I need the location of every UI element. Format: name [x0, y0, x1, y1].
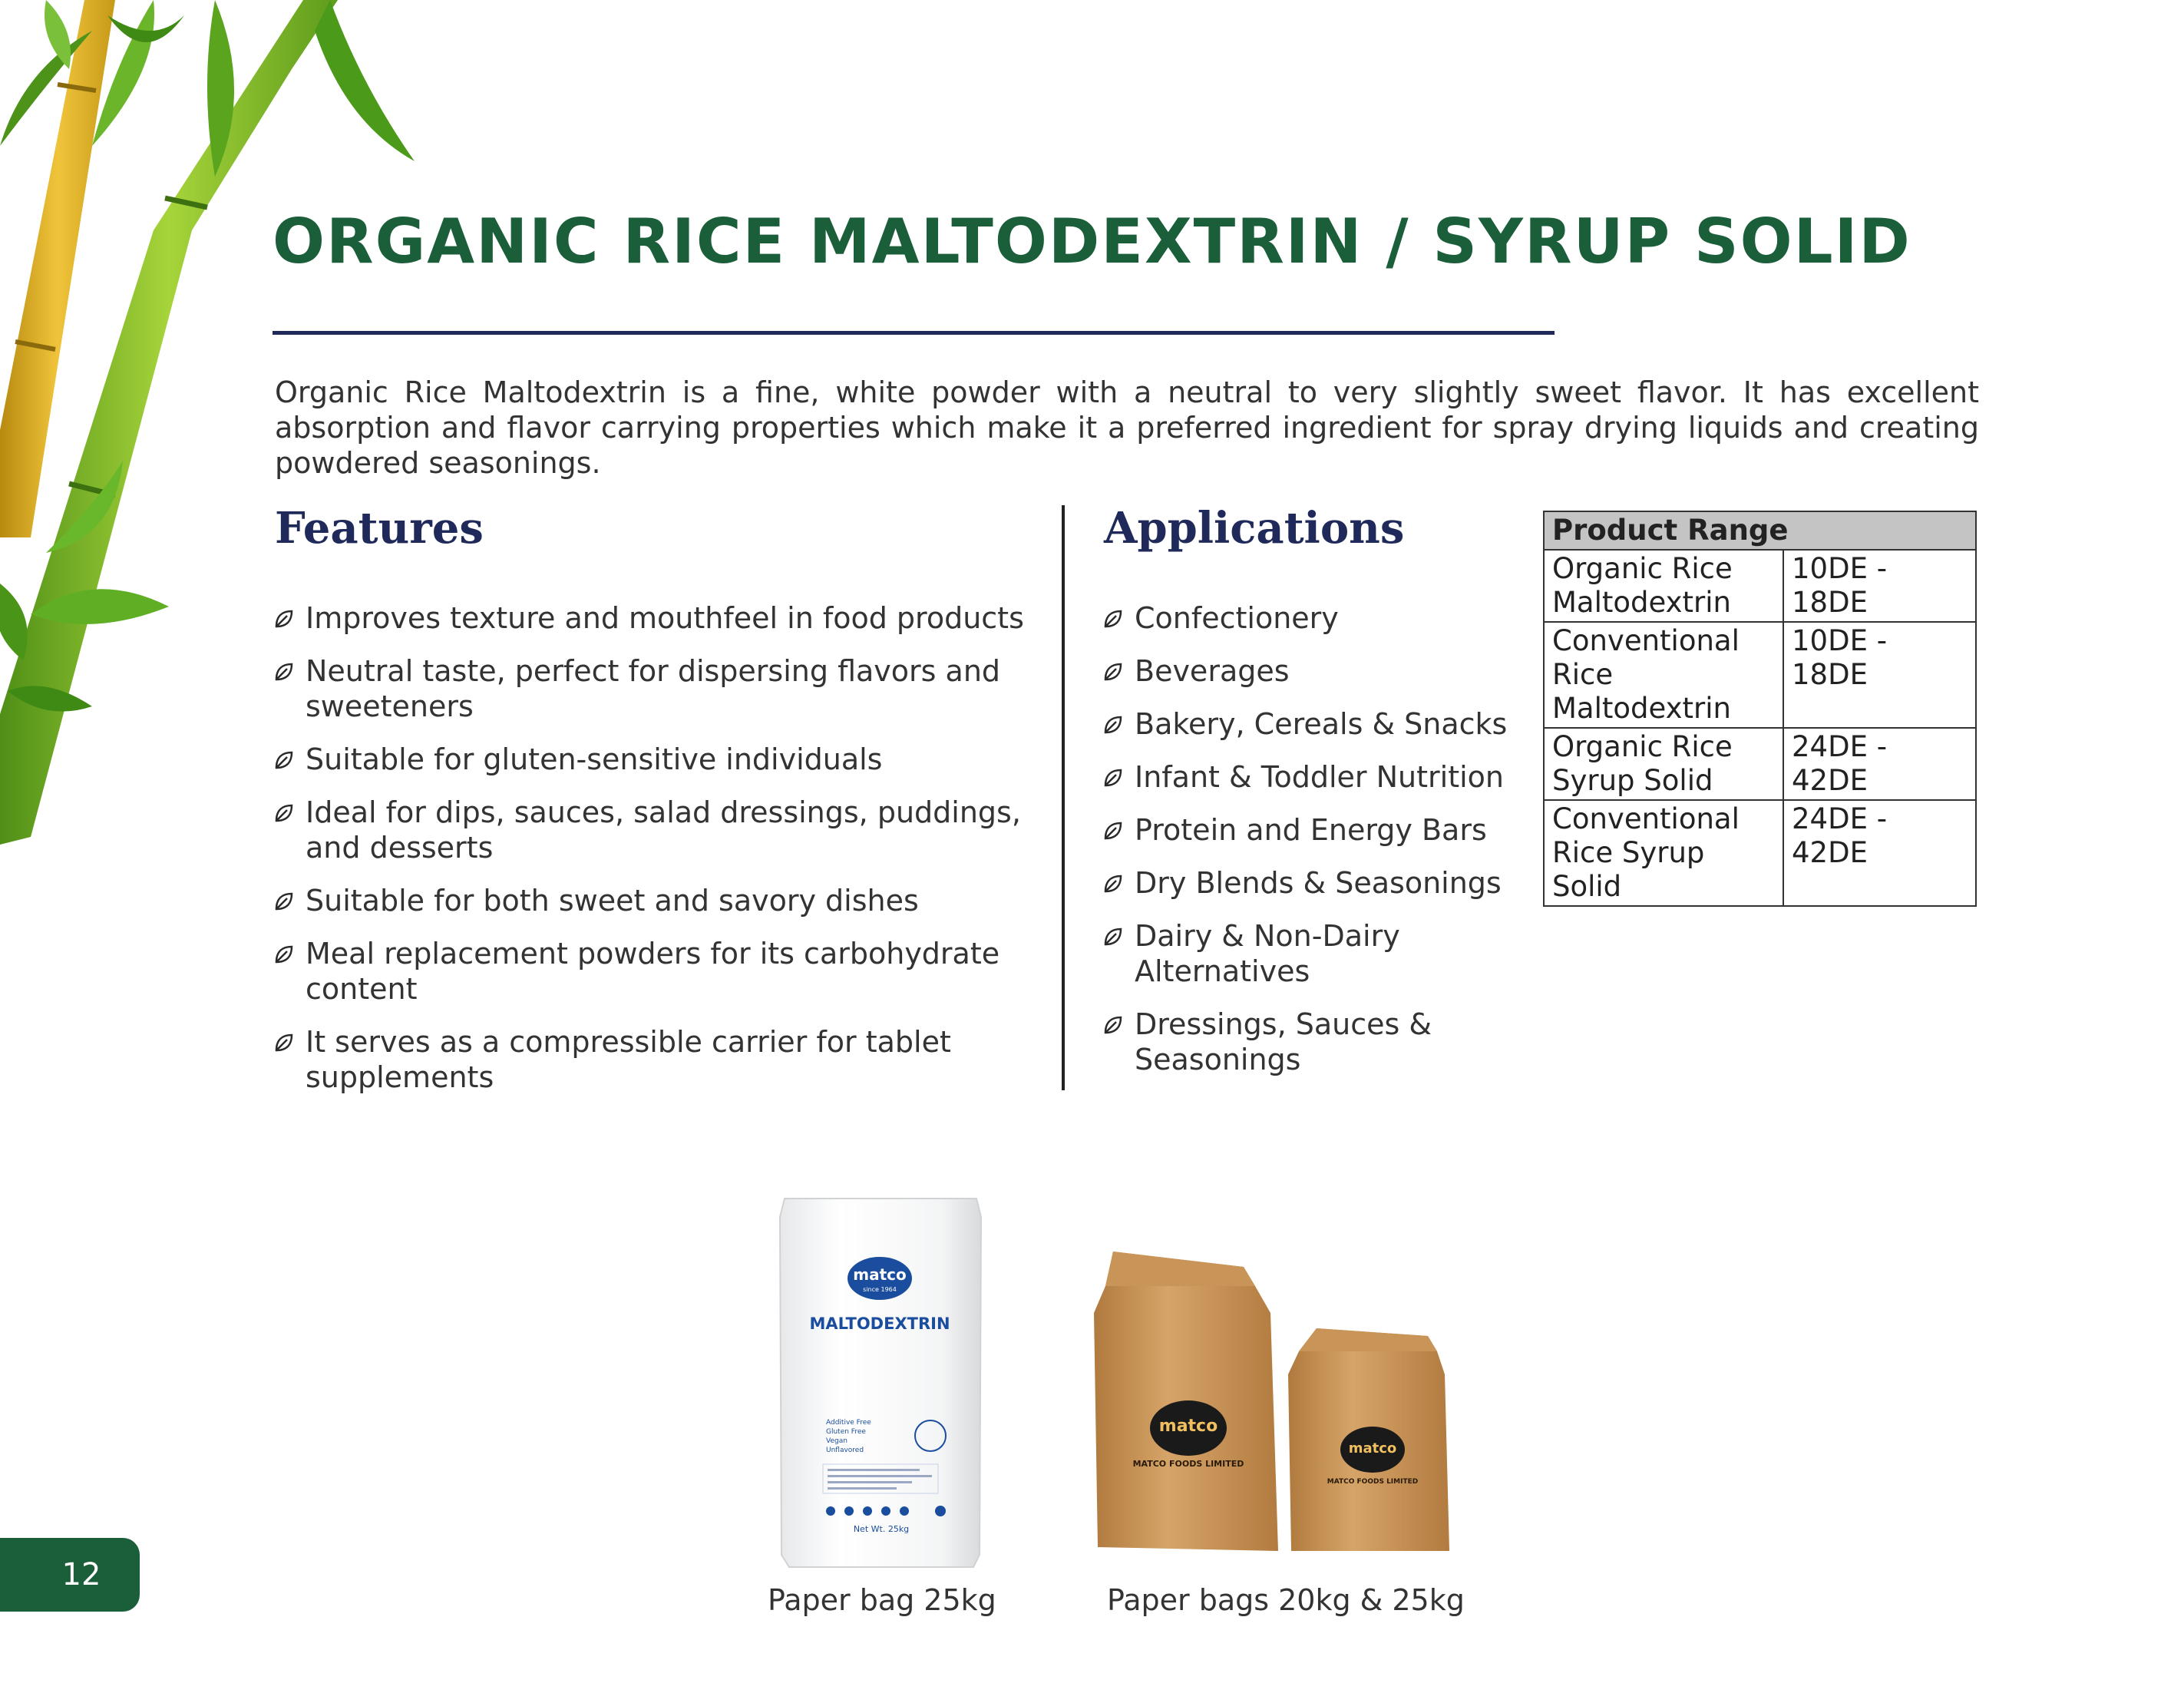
- list-item-text: Suitable for gluten-sensitive individuals: [306, 742, 883, 776]
- company-label: MATCO FOODS LIMITED: [1132, 1459, 1244, 1469]
- product-range-header: Product Range: [1544, 511, 1976, 550]
- claim-label: Additive Free: [826, 1419, 871, 1427]
- list-item-text: Dressings, Sauces & Seasonings: [1135, 1007, 1432, 1076]
- list-item: [273, 883, 1033, 918]
- list-item-text: Infant & Toddler Nutrition: [1135, 760, 1504, 794]
- brand-label: matco: [853, 1265, 907, 1284]
- list-item-text: It serves as a compressible carrier for tablet supplements: [306, 1025, 951, 1094]
- brand-label: matco: [1158, 1417, 1218, 1436]
- table-row: [1544, 728, 1976, 800]
- product-range-table: [1543, 511, 1977, 907]
- list-item: [1102, 759, 1532, 795]
- list-item: [1102, 918, 1532, 989]
- product-name-label: MALTODEXTRIN: [809, 1314, 950, 1333]
- brand-sub-label: since 1964: [863, 1286, 897, 1293]
- list-item: [1102, 653, 1532, 689]
- title-underline: [273, 331, 1555, 335]
- list-item: [273, 936, 1033, 1007]
- list-item: [1102, 812, 1532, 848]
- features-heading: Features: [275, 503, 484, 554]
- list-item: [273, 795, 1033, 865]
- product-name-cell: Conventional Rice Maltodextrin: [1544, 622, 1783, 728]
- claim-label: Gluten Free: [826, 1428, 866, 1436]
- applications-list: [1102, 600, 1532, 1095]
- de-range-cell: 24DE - 42DE: [1783, 728, 1976, 800]
- features-list: [273, 600, 1033, 1113]
- paper-bags-caption: Paper bags 20kg & 25kg: [1107, 1583, 1465, 1617]
- applications-heading: Applications: [1104, 503, 1405, 554]
- list-item: [1102, 1007, 1532, 1077]
- brand-label: matco: [1348, 1440, 1397, 1457]
- list-item-text: Confectionery: [1135, 601, 1339, 635]
- claim-label: Unflavored: [826, 1447, 864, 1454]
- list-item-text: Dairy & Non-Dairy Alternatives: [1135, 919, 1400, 988]
- column-divider: [1062, 505, 1065, 1090]
- intro-paragraph: Organic Rice Maltodextrin is a fine, white powder with a neutral to very slightly sweet flavor. It has excellent absorption and flavor carrying properties which make it a preferred ingredient for spray drying liquids and creating powdered seasonings.: [275, 375, 1979, 480]
- de-range-cell: 10DE - 18DE: [1783, 622, 1976, 728]
- list-item-text: Suitable for both sweet and savory dishes: [306, 884, 919, 918]
- page-title: ORGANIC RICE MALTODEXTRIN / SYRUP SOLID: [273, 206, 1911, 277]
- list-item-text: Protein and Energy Bars: [1135, 813, 1487, 847]
- list-item-text: Meal replacement powders for its carbohydrate content: [306, 937, 1000, 1006]
- list-item-text: Bakery, Cereals & Snacks: [1135, 707, 1508, 741]
- company-label: MATCO FOODS LIMITED: [1327, 1478, 1419, 1486]
- claim-label: Vegan: [826, 1437, 847, 1445]
- table-row: [1544, 622, 1976, 728]
- table-row: [1544, 550, 1976, 622]
- white-bag-caption: Paper bag 25kg: [768, 1583, 996, 1617]
- product-name-cell: Conventional Rice Syrup Solid: [1544, 800, 1783, 906]
- list-item: [273, 742, 1033, 777]
- table-row: [1544, 800, 1976, 906]
- de-range-cell: 10DE - 18DE: [1783, 550, 1976, 622]
- de-range-cell: 24DE - 42DE: [1783, 800, 1976, 906]
- list-item-text: Ideal for dips, sauces, salad dressings, puddings, and desserts: [306, 795, 1021, 865]
- white-bag-image: [775, 1194, 986, 1570]
- list-item-text: Beverages: [1135, 654, 1290, 688]
- product-name-cell: Organic Rice Syrup Solid: [1544, 728, 1783, 800]
- list-item: [1102, 706, 1532, 742]
- list-item-text: Improves texture and mouthfeel in food products: [306, 601, 1024, 635]
- page-number: 12: [0, 1538, 140, 1612]
- paper-bags-image: [1090, 1244, 1466, 1566]
- list-item: [1102, 865, 1532, 901]
- list-item: [273, 1024, 1033, 1095]
- list-item-text: Dry Blends & Seasonings: [1135, 866, 1502, 900]
- list-item: [1102, 600, 1532, 636]
- list-item: [273, 653, 1033, 724]
- net-weight-label: Net Wt. 25kg: [853, 1524, 910, 1534]
- list-item: [273, 600, 1033, 636]
- list-item-text: Neutral taste, perfect for dispersing flavors and sweeteners: [306, 654, 1001, 723]
- product-name-cell: Organic Rice Maltodextrin: [1544, 550, 1783, 622]
